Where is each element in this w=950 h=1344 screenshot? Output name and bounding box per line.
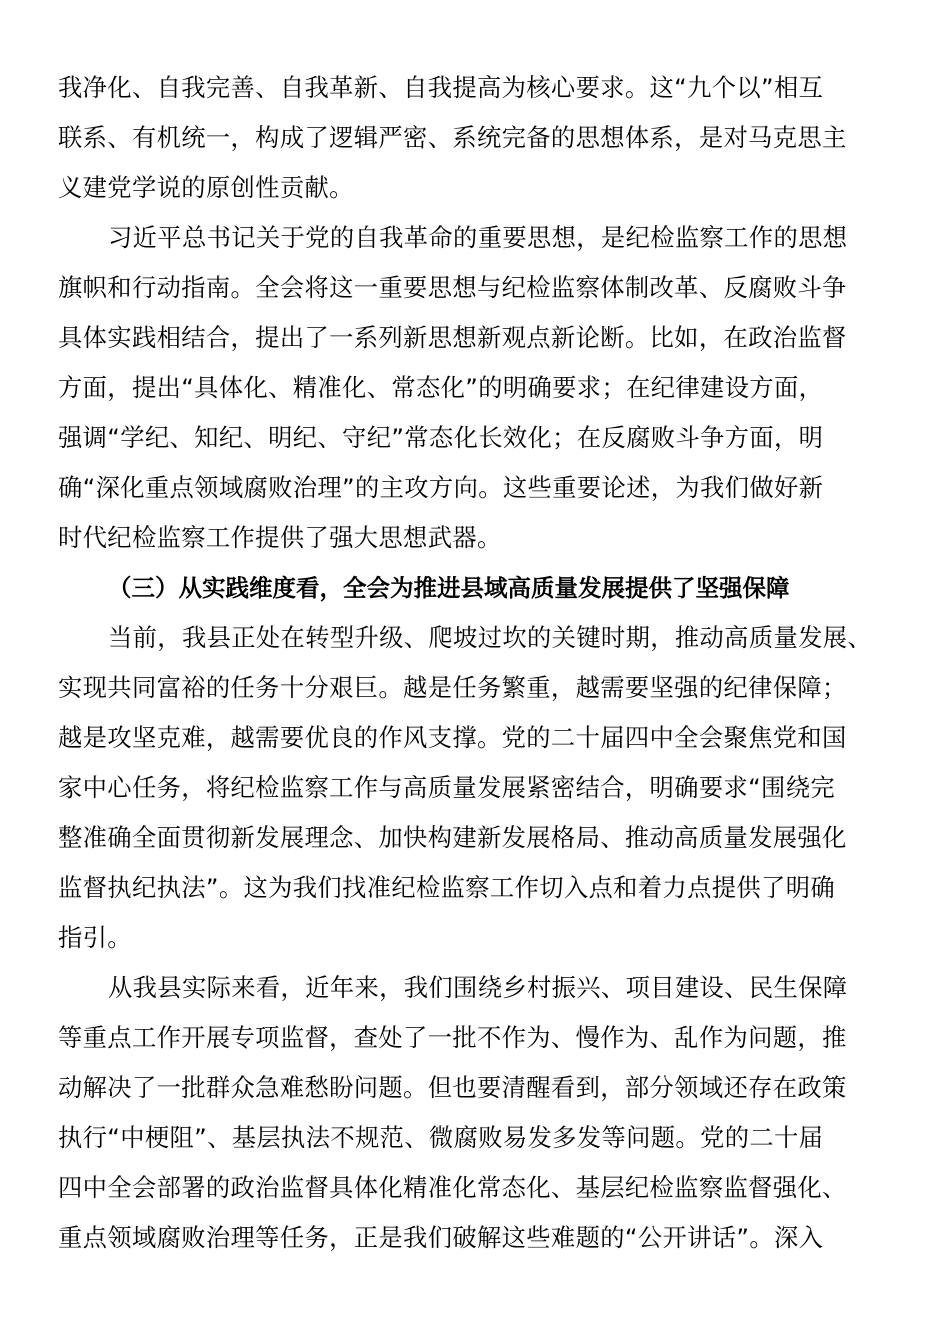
text-line: 越是攻坚克难，越需要优良的作风支撑。党的二十届四中全会聚焦党和国 [58, 723, 847, 752]
text-line: 我净化、自我完善、自我革新、自我提高为核心要求。这“九个以”相互 [58, 73, 824, 102]
body-paragraph [58, 213, 878, 563]
text-line: 四中全会部署的政治监督具体化精准化常态化、基层纪检监察监督强化、 [58, 1173, 847, 1202]
text-line: 时代纪检监察工作提供了强大思想武器。 [58, 523, 502, 552]
section-heading: （三）从实践维度看，全会为推进县域高质量发展提供了坚强保障 [108, 574, 790, 602]
document-page [58, 63, 878, 1263]
body-paragraph [58, 613, 878, 963]
text-line: 指引。 [58, 923, 132, 952]
text-line: 确“深化重点领域腐败治理”的主攻方向。这些重要论述，为我们做好新 [58, 473, 824, 502]
text-line: 实现共同富裕的任务十分艰巨。越是任务繁重，越需要坚强的纪律保障； [58, 673, 847, 702]
text-line: 整准确全面贯彻新发展理念、加快构建新发展格局、推动高质量发展强化 [58, 823, 847, 852]
text-line: 联系、有机统一，构成了逻辑严密、系统完备的思想体系，是对马克思主 [58, 123, 847, 152]
text-line: 监督执纪执法”。这为我们找准纪检监察工作切入点和着力点提供了明确 [58, 873, 835, 902]
body-paragraph-continued [58, 63, 878, 213]
text-line: 强调“学纪、知纪、明纪、守纪”常态化长效化；在反腐败斗争方面，明 [58, 423, 824, 452]
text-line: 方面，提出“具体化、精准化、常态化”的明确要求；在纪律建设方面， [58, 373, 824, 402]
text-line: 家中心任务，将纪检监察工作与高质量发展紧密结合，明确要求“围绕完 [58, 773, 835, 802]
text-line: 旗帜和行动指南。全会将这一重要思想与纪检监察体制改革、反腐败斗争 [58, 273, 847, 302]
text-line: 习近平总书记关于党的自我革命的重要思想，是纪检监察工作的思想 [108, 223, 848, 252]
text-line: 重点领域腐败治理等任务，正是我们破解这些难题的“公开讲话”。深入 [58, 1223, 824, 1252]
text-line: 执行“中梗阻”、基层执法不规范、微腐败易发多发等问题。党的二十届 [58, 1123, 824, 1152]
text-line: 具体实践相结合，提出了一系列新思想新观点新论断。比如，在政治监督 [58, 323, 847, 352]
text-line: 动解决了一批群众急难愁盼问题。但也要清醒看到，部分领域还存在政策 [58, 1073, 847, 1102]
text-line: 等重点工作开展专项监督，查处了一批不作为、慢作为、乱作为问题，推 [58, 1023, 847, 1052]
text-line: 义建党学说的原创性贡献。 [58, 173, 354, 202]
text-line: 从我县实际来看，近年来，我们围绕乡村振兴、项目建设、民生保障 [108, 973, 848, 1002]
body-paragraph [58, 963, 878, 1263]
text-line: 当前，我县正处在转型升级、爬坡过坎的关键时期，推动高质量发展、 [108, 623, 873, 652]
